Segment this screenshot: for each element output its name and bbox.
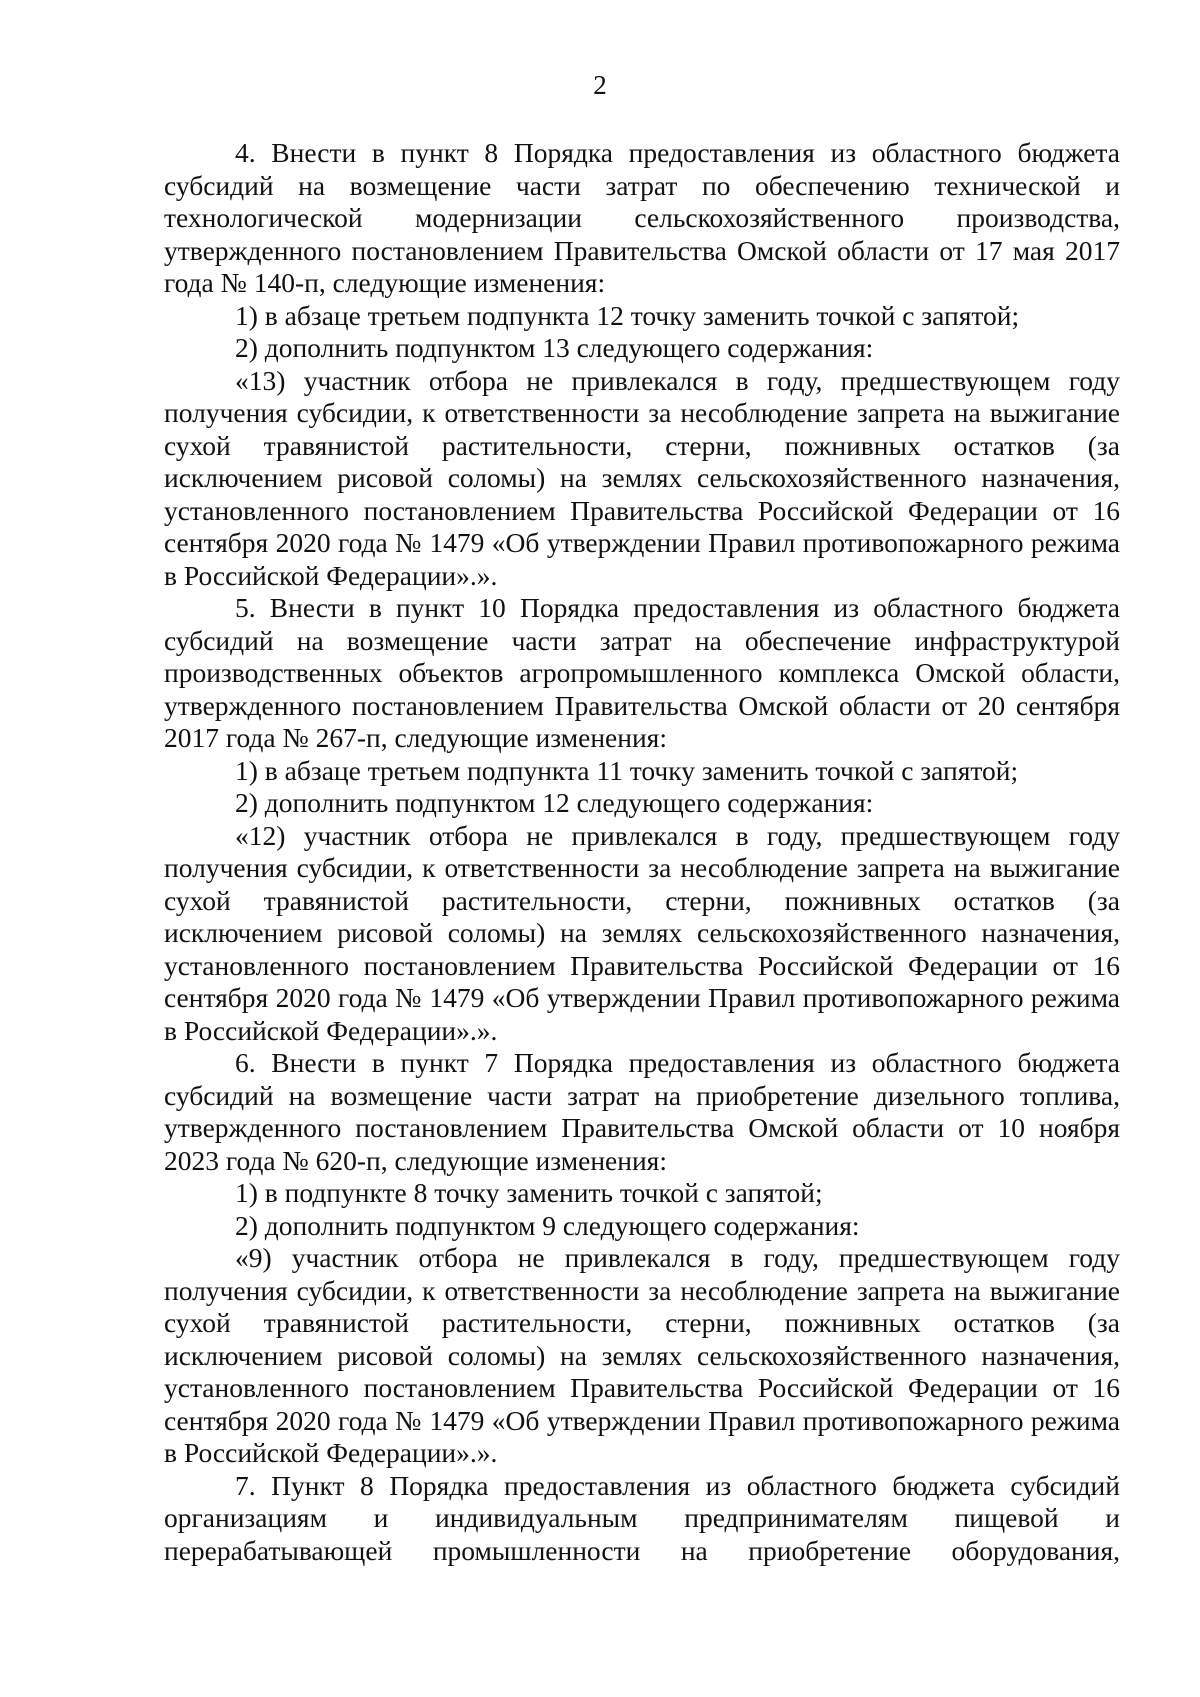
- paragraph-quote-9: «9) участник отбора не привлекался в году, предшествующем году получения субсидии, к ответственности за несоблюдение запрета на выжигание сухой травянистой растительности, стерни, пожнивных остатков (за исключением рисовой соломы) на землях сельскохозяйственного назначения, установленного постановлением Правительства Российской Федерации от 16 сентября 2020 года № 1479 «Об утверждении Правил противопожарного режима в Российской Федерации».».: [164, 1242, 1120, 1468]
- paragraph-subitem-5-1: 1) в абзаце третьем подпункта 11 точку заменить точкой с запятой;: [235, 754, 1019, 786]
- paragraph-subitem-6-2: 2) дополнить подпунктом 9 следующего содержания:: [235, 1209, 860, 1241]
- paragraph-subitem-5-2: 2) дополнить подпунктом 12 следующего содержания:: [235, 787, 874, 818]
- paragraph-item-6: 6. Внести в пункт 7 Порядка предоставления из областного бюджета субсидий на возмещение части затрат на приобретение дизельного топлива, утвержденного постановлением Правительства Омской области от 10 ноября 2023 года № 620-п, следующие изменения:: [164, 1047, 1120, 1176]
- paragraph-subitem-4-2: 2) дополнить подпунктом 13 следующего содержания:: [235, 332, 874, 363]
- paragraph-subitem-6-1: 1) в подпункте 8 точку заменить точкой с запятой;: [235, 1177, 823, 1208]
- page-number: 2: [593, 70, 607, 100]
- paragraph-subitem-4-1: 1) в абзаце третьем подпункта 12 точку заменить точкой с запятой;: [235, 299, 1020, 331]
- paragraph-quote-13: «13) участник отбора не привлекался в году, предшествующем году получения субсидии, к ответственности за несоблюдение запрета на выжигание сухой травянистой растительности, стерни, пожнивных остатков (за исключением рисовой соломы) на землях сельскохозяйственного назначения, установленного постановлением Правительства Российской Федерации от 16 сентября 2020 года № 1479 «Об утверждении Правил противопожарного режима в Российской Федерации».».: [164, 364, 1120, 591]
- paragraph-item-5: 5. Внести в пункт 10 Порядка предоставления из областного бюджета субсидий на возмещение части затрат на обеспечение инфраструктурой производственных объектов агропромышленного комплекса Омской области, утвержденного постановлением Правительства Омской области от 20 сентября 2017 года № 267-п, следующие изменения:: [164, 592, 1120, 753]
- paragraph-quote-12: «12) участник отбора не привлекался в году, предшествующем году получения субсидии, к ответственности за несоблюдение запрета на выжигание сухой травянистой растительности, стерни, пожнивных остатков (за исключением рисовой соломы) на землях сельскохозяйственного назначения, установленного постановлением Правительства Российской Федерации от 16 сентября 2020 года № 1479 «Об утверждении Правил противопожарного режима в Российской Федерации».».: [164, 819, 1120, 1046]
- paragraph-item-4: 4. Внести в пункт 8 Порядка предоставления из областного бюджета субсидий на возмещение части затрат по обеспечению технической и технологической модернизации сельскохозяйственного производства, утвержденного постановлением Правительства Омской области от 17 мая 2017 года № 140-п, следующие изменения:: [164, 137, 1120, 298]
- paragraph-item-7: 7. Пункт 8 Порядка предоставления из областного бюджета субсидий организациям и индивидуальным предпринимателям пищевой и перерабатывающей промышленности на приобретение оборудования,: [164, 1469, 1120, 1566]
- document-body: [164, 137, 1120, 1567]
